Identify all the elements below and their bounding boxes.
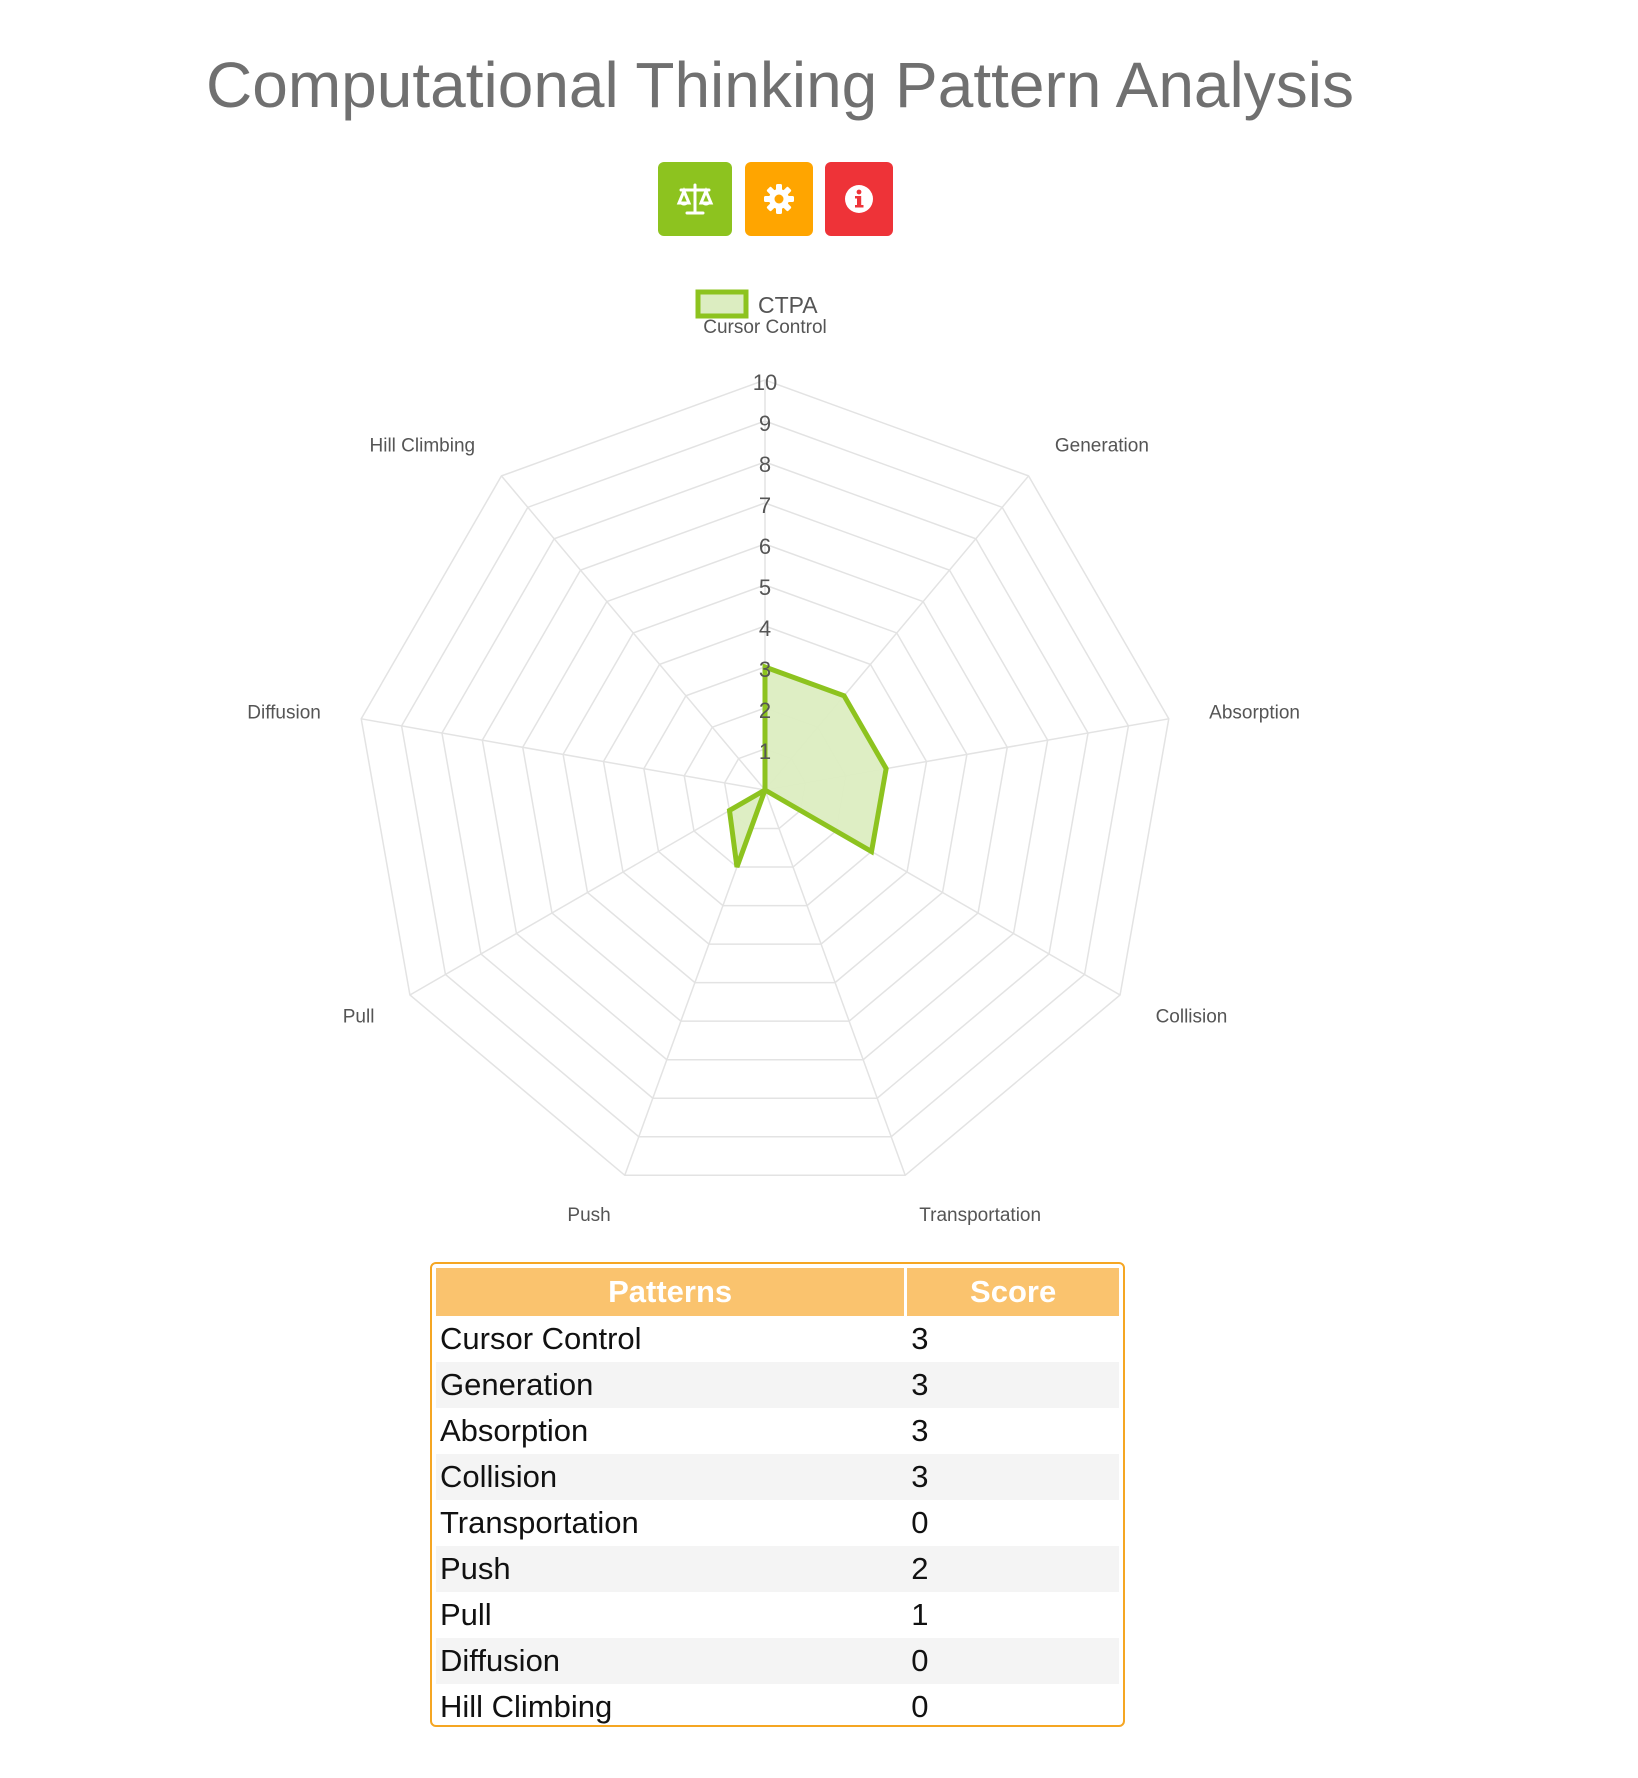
grid-spoke: [361, 719, 765, 790]
radar-chart: [0, 270, 1560, 1230]
scores-table: [436, 1268, 1119, 1730]
table-row: [436, 1408, 1119, 1454]
legend-label[interactable]: CTPA: [758, 292, 818, 318]
scores-table-container: [430, 1262, 1125, 1727]
axis-label: Generation: [1054, 435, 1149, 457]
table-row: [436, 1362, 1119, 1408]
axis-label: Hill Climbing: [369, 435, 476, 457]
gear-icon: [762, 182, 796, 216]
pattern-cell: Collision: [436, 1454, 907, 1500]
patterns-header[interactable]: Patterns: [436, 1268, 907, 1316]
series-area: [729, 667, 886, 867]
pattern-cell: Generation: [436, 1362, 907, 1408]
table-row: [436, 1638, 1119, 1684]
table-row: [436, 1684, 1119, 1730]
tick-label: 6: [758, 534, 772, 559]
grid-spoke: [501, 476, 765, 790]
info-button[interactable]: [825, 162, 893, 236]
balance-button[interactable]: [658, 162, 732, 236]
tick-label: 7: [758, 493, 772, 518]
score-cell: 0: [911, 1505, 929, 1540]
axis-label: Absorption: [1209, 702, 1300, 724]
legend[interactable]: [698, 292, 818, 318]
score-cell: 1: [911, 1597, 929, 1632]
table-row: [436, 1546, 1119, 1592]
pattern-cell: Pull: [440, 1597, 492, 1632]
tick-label: 5: [758, 575, 772, 600]
scale-icon: [675, 179, 715, 219]
pattern-cell: Transportation: [440, 1505, 639, 1540]
score-cell: 3: [907, 1362, 1119, 1408]
axis-label: Push: [567, 1204, 611, 1226]
table-row: [436, 1500, 1119, 1546]
legend-swatch: [698, 292, 746, 316]
table-row: [436, 1454, 1119, 1500]
axis-label: Collision: [1155, 1006, 1228, 1028]
tick-label: 10: [752, 370, 778, 395]
pattern-cell: Cursor Control: [440, 1321, 642, 1356]
tick-label: 8: [758, 452, 772, 477]
axis-label: Pull: [342, 1006, 375, 1028]
score-cell: 2: [907, 1546, 1119, 1592]
pattern-cell: Absorption: [440, 1413, 589, 1448]
grid-spoke: [410, 790, 765, 995]
score-cell: 3: [907, 1454, 1119, 1500]
table-row: [436, 1316, 1119, 1362]
score-cell: 3: [911, 1321, 929, 1356]
pattern-cell: Diffusion: [436, 1638, 907, 1684]
table-header-row: [436, 1268, 1119, 1316]
radar-series: [729, 667, 886, 867]
settings-button[interactable]: [745, 162, 813, 236]
tick-label: 9: [758, 411, 772, 436]
axis-label: Cursor Control: [703, 317, 827, 338]
axis-label: Diffusion: [247, 702, 321, 724]
pattern-cell: Push: [436, 1546, 907, 1592]
table-row: [436, 1592, 1119, 1638]
score-cell: 3: [911, 1413, 929, 1448]
tick-label: 1: [758, 739, 772, 764]
toolbar: [0, 162, 1560, 236]
score-cell: 0: [907, 1638, 1119, 1684]
axis-label: Transportation: [919, 1204, 1042, 1226]
tick-label: 2: [758, 698, 772, 723]
tick-label: 4: [758, 616, 772, 641]
page-title: Computational Thinking Pattern Analysis: [206, 49, 1354, 121]
pattern-cell: Hill Climbing: [440, 1689, 613, 1724]
info-icon: [842, 182, 876, 216]
score-header[interactable]: Score: [907, 1268, 1119, 1316]
score-cell: 0: [911, 1689, 929, 1724]
tick-label: 3: [758, 657, 772, 682]
